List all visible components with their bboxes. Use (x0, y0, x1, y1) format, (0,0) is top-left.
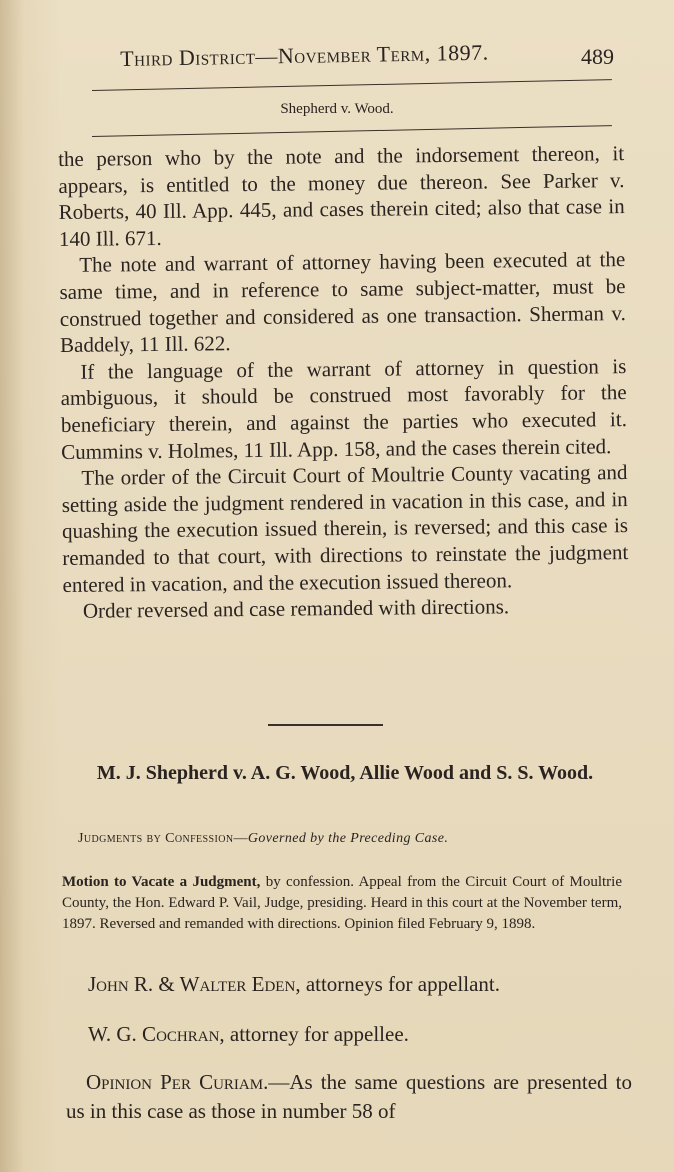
opinion-start (66, 1068, 632, 1126)
appellant-attorneys-line (88, 972, 628, 997)
case-title: M. J. Shepherd v. A. G. Wood, Allie Wood and S. S. Wood. (96, 762, 594, 784)
header-rule (92, 79, 612, 91)
opinion-lead: Opinion Per Curiam. (86, 1070, 269, 1094)
paragraph: the person who by the note and the indorsement thereon, it appears, is entitled to the money due thereon. See Parker v. Roberts, 40 Ill. App. 445, and cases therein cited; also that case in 140 Ill. 671. (58, 141, 625, 251)
motion-summary (62, 872, 622, 935)
opinion-continuation (58, 140, 629, 625)
appellee-attorney-line (88, 1022, 628, 1047)
opinion-text: —As the same questions are presented to us in this case as those in number 58 of (66, 1070, 632, 1123)
appellant-suffix: , attorneys for appellant. (295, 972, 500, 996)
syllabus-italic: Governed by the Preceding Case. (247, 831, 449, 846)
appellee-suffix: , attorney for appellee. (219, 1022, 409, 1046)
section-divider (268, 724, 383, 726)
appellee-attorney: W. G. Cochran (88, 1022, 220, 1046)
syllabus-head: Judgments by Confession— (78, 831, 248, 846)
appellant-attorneys: John R. & Walter Eden (88, 972, 296, 996)
motion-text: by confession. Appeal from the Circuit Court of Moultrie County, the Hon. Edward P. Vail, Judge, presiding. Heard in this court at the November term, 1897. Reversed and remanded with directions. Opinion filed February 9, 1898. (62, 874, 623, 932)
paragraph: The order of the Circuit Court of Moultrie County vacating and setting aside the judgment rendered in vacation in this case, and in quashing the execution issued therein, is reversed; and this case is remanded to that court, with directions to reinstate the judgment entered in vacation, and the execution issued thereon. (61, 460, 629, 597)
case-header: Shepherd v. Wood. (280, 101, 394, 117)
paragraph: Order reversed and case remanded with directions. (82, 594, 510, 623)
motion-lead: Motion to Vacate a Judgment, (62, 874, 261, 890)
header-rule-lower (92, 125, 612, 137)
syllabus-line (78, 831, 638, 847)
page-number: 489 (581, 44, 614, 69)
paragraph: If the language of the warrant of attorney in question is ambiguous, it should be construed most favorably for the beneficiary therein, and against the parties who executed it. Cummins v. Holmes, 11 Ill. App. 158, and the cases therein cited. (60, 353, 628, 464)
paragraph: The note and warrant of attorney having been executed at the same time, and in reference to same subject-matter, must be construed together and considered as one transaction. Sherman v. Baddely, 11 Ill. 622. (59, 247, 626, 358)
running-head: Third District—November Term, 1897. (120, 39, 489, 71)
